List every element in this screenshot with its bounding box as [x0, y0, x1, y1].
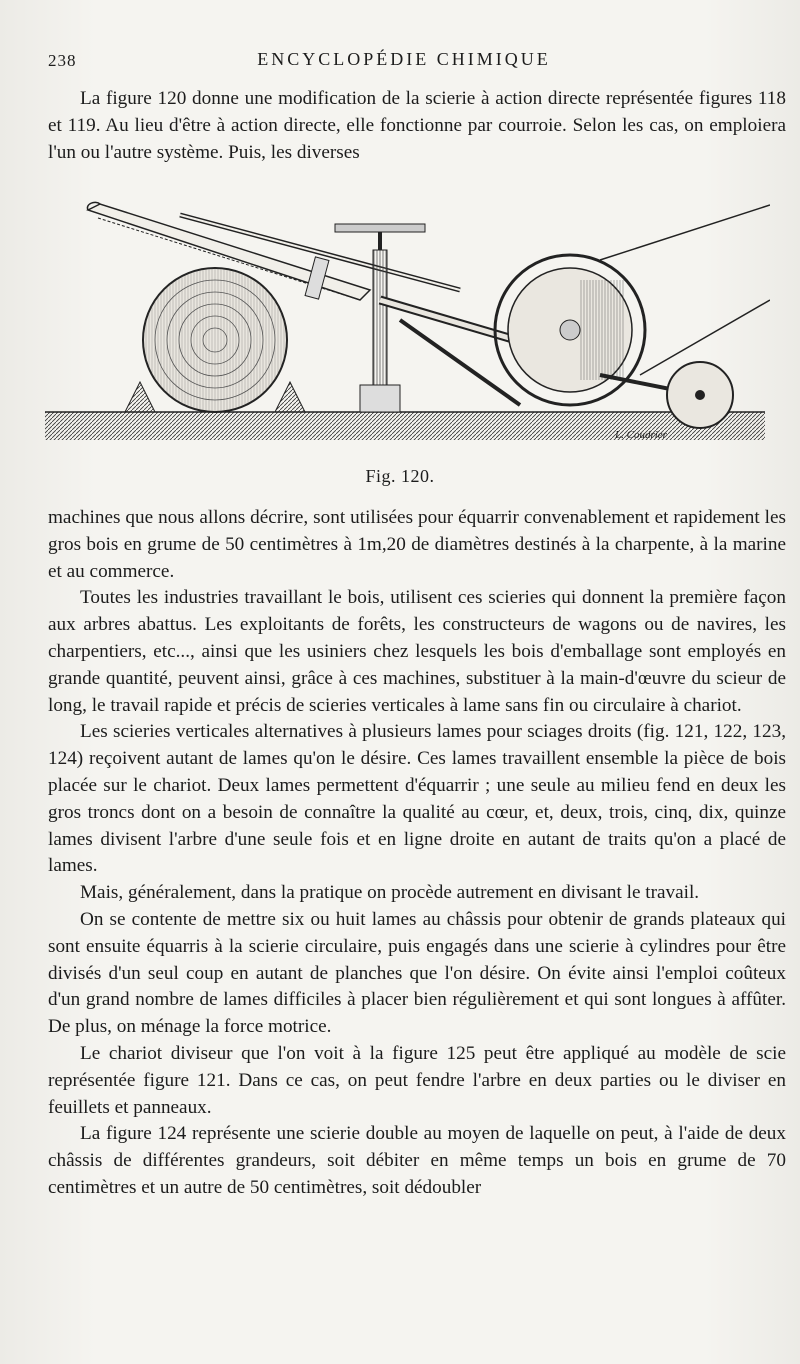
page-number: 238 — [48, 51, 77, 70]
paragraph-continuation: machines que nous allons décrire, sont utilisées pour équarrir convenablement et rapidement les gros bois en grume de 50 centimètres à 1m,20 de diamètres destinés à la charpente, à la marine et au commerce. — [48, 507, 786, 582]
paragraph: Le chariot diviseur que l'on voit à la figure 125 peut être appliqué au modèle de scie représentée figure 121. Dans ce cas, on peut fendre l'arbre en deux parties ou le diviser en feuillets et panneaux. — [48, 1042, 786, 1118]
page-header — [48, 47, 760, 73]
main-text — [48, 505, 786, 1202]
paragraph: Les scieries verticales alternatives à plusieurs lames pour sciages droits (fig. 121, 122, 123, 124) reçoivent autant de lames qu'on le désire. Ces lames travaillent ensemble la pièce de bois placée sur le chariot. Deux lames permettent d'équarrir ; une seule au milieu fend en deux les gros troncs dont on a besoin de connaître la qualité au cœur, et, deux, trois, cinq, dix, quinze lames divisent l'arbre d'une seule fois et en ligne droite en autant de traits qu'on a placé de lames. — [48, 721, 786, 877]
figure-caption: Fig. 120. — [365, 466, 435, 486]
paragraph: Toutes les industries travaillant le bois, utilisent ces scieries qui donnent la première façon aux arbres abattus. Les exploitants de forêts, les constructeurs de wagons ou de navires, les charpentiers, etc..., ainsi que les usiniers chez lesquels les bois d'emballage sont employés en grande quantité, peuvent ainsi, grâce à ces machines, substituer à la main-d'œuvre du scieur de long, le travail rapide et précis de scieries verticales à lame sans fin ou circulaire à chariot. — [48, 587, 786, 716]
engraver-signature: L. Coudrier — [615, 429, 667, 441]
flywheel — [495, 255, 645, 405]
running-title: ENCYCLOPÉDIE CHIMIQUE — [257, 49, 551, 69]
figure-120-saw-machine — [40, 190, 770, 465]
intro-text — [48, 86, 786, 166]
paragraph: On se contente de mettre six ou huit lames au châssis pour obtenir de grands plateaux qui sont ensuite équarris à la scierie circulaire, puis engagés dans une scierie à cylindres pour être divisés d'un seul coup en autant de planches que l'on désire. On évite ainsi l'emploi coûteux d'un grand nombre de lames difficiles à placer bien régulièrement et qui sont longues à affûter. De plus, on ménage la force motrice. — [48, 908, 786, 1038]
paragraph: Mais, généralement, dans la pratique on procède autrement en divisant le travail. — [80, 882, 700, 904]
log — [143, 268, 287, 412]
saw-machine-engraving — [40, 190, 770, 465]
paragraph: La figure 124 représente une scierie double au moyen de laquelle on peut, à l'aide de deux châssis de différentes grandeurs, soit débiter en même temps un bois en grume de 70 centimètres et un autre de 50 centimètres, soit dédoubler — [48, 1123, 786, 1198]
intro-paragraph: La figure 120 donne une modification de la scierie à action directe représentée figures 118 et 119. Au lieu d'être à action directe, elle fonctionne par courroie. Selon les cas, on emploiera l'un ou l'autre système. Puis, les diverses — [48, 88, 786, 163]
